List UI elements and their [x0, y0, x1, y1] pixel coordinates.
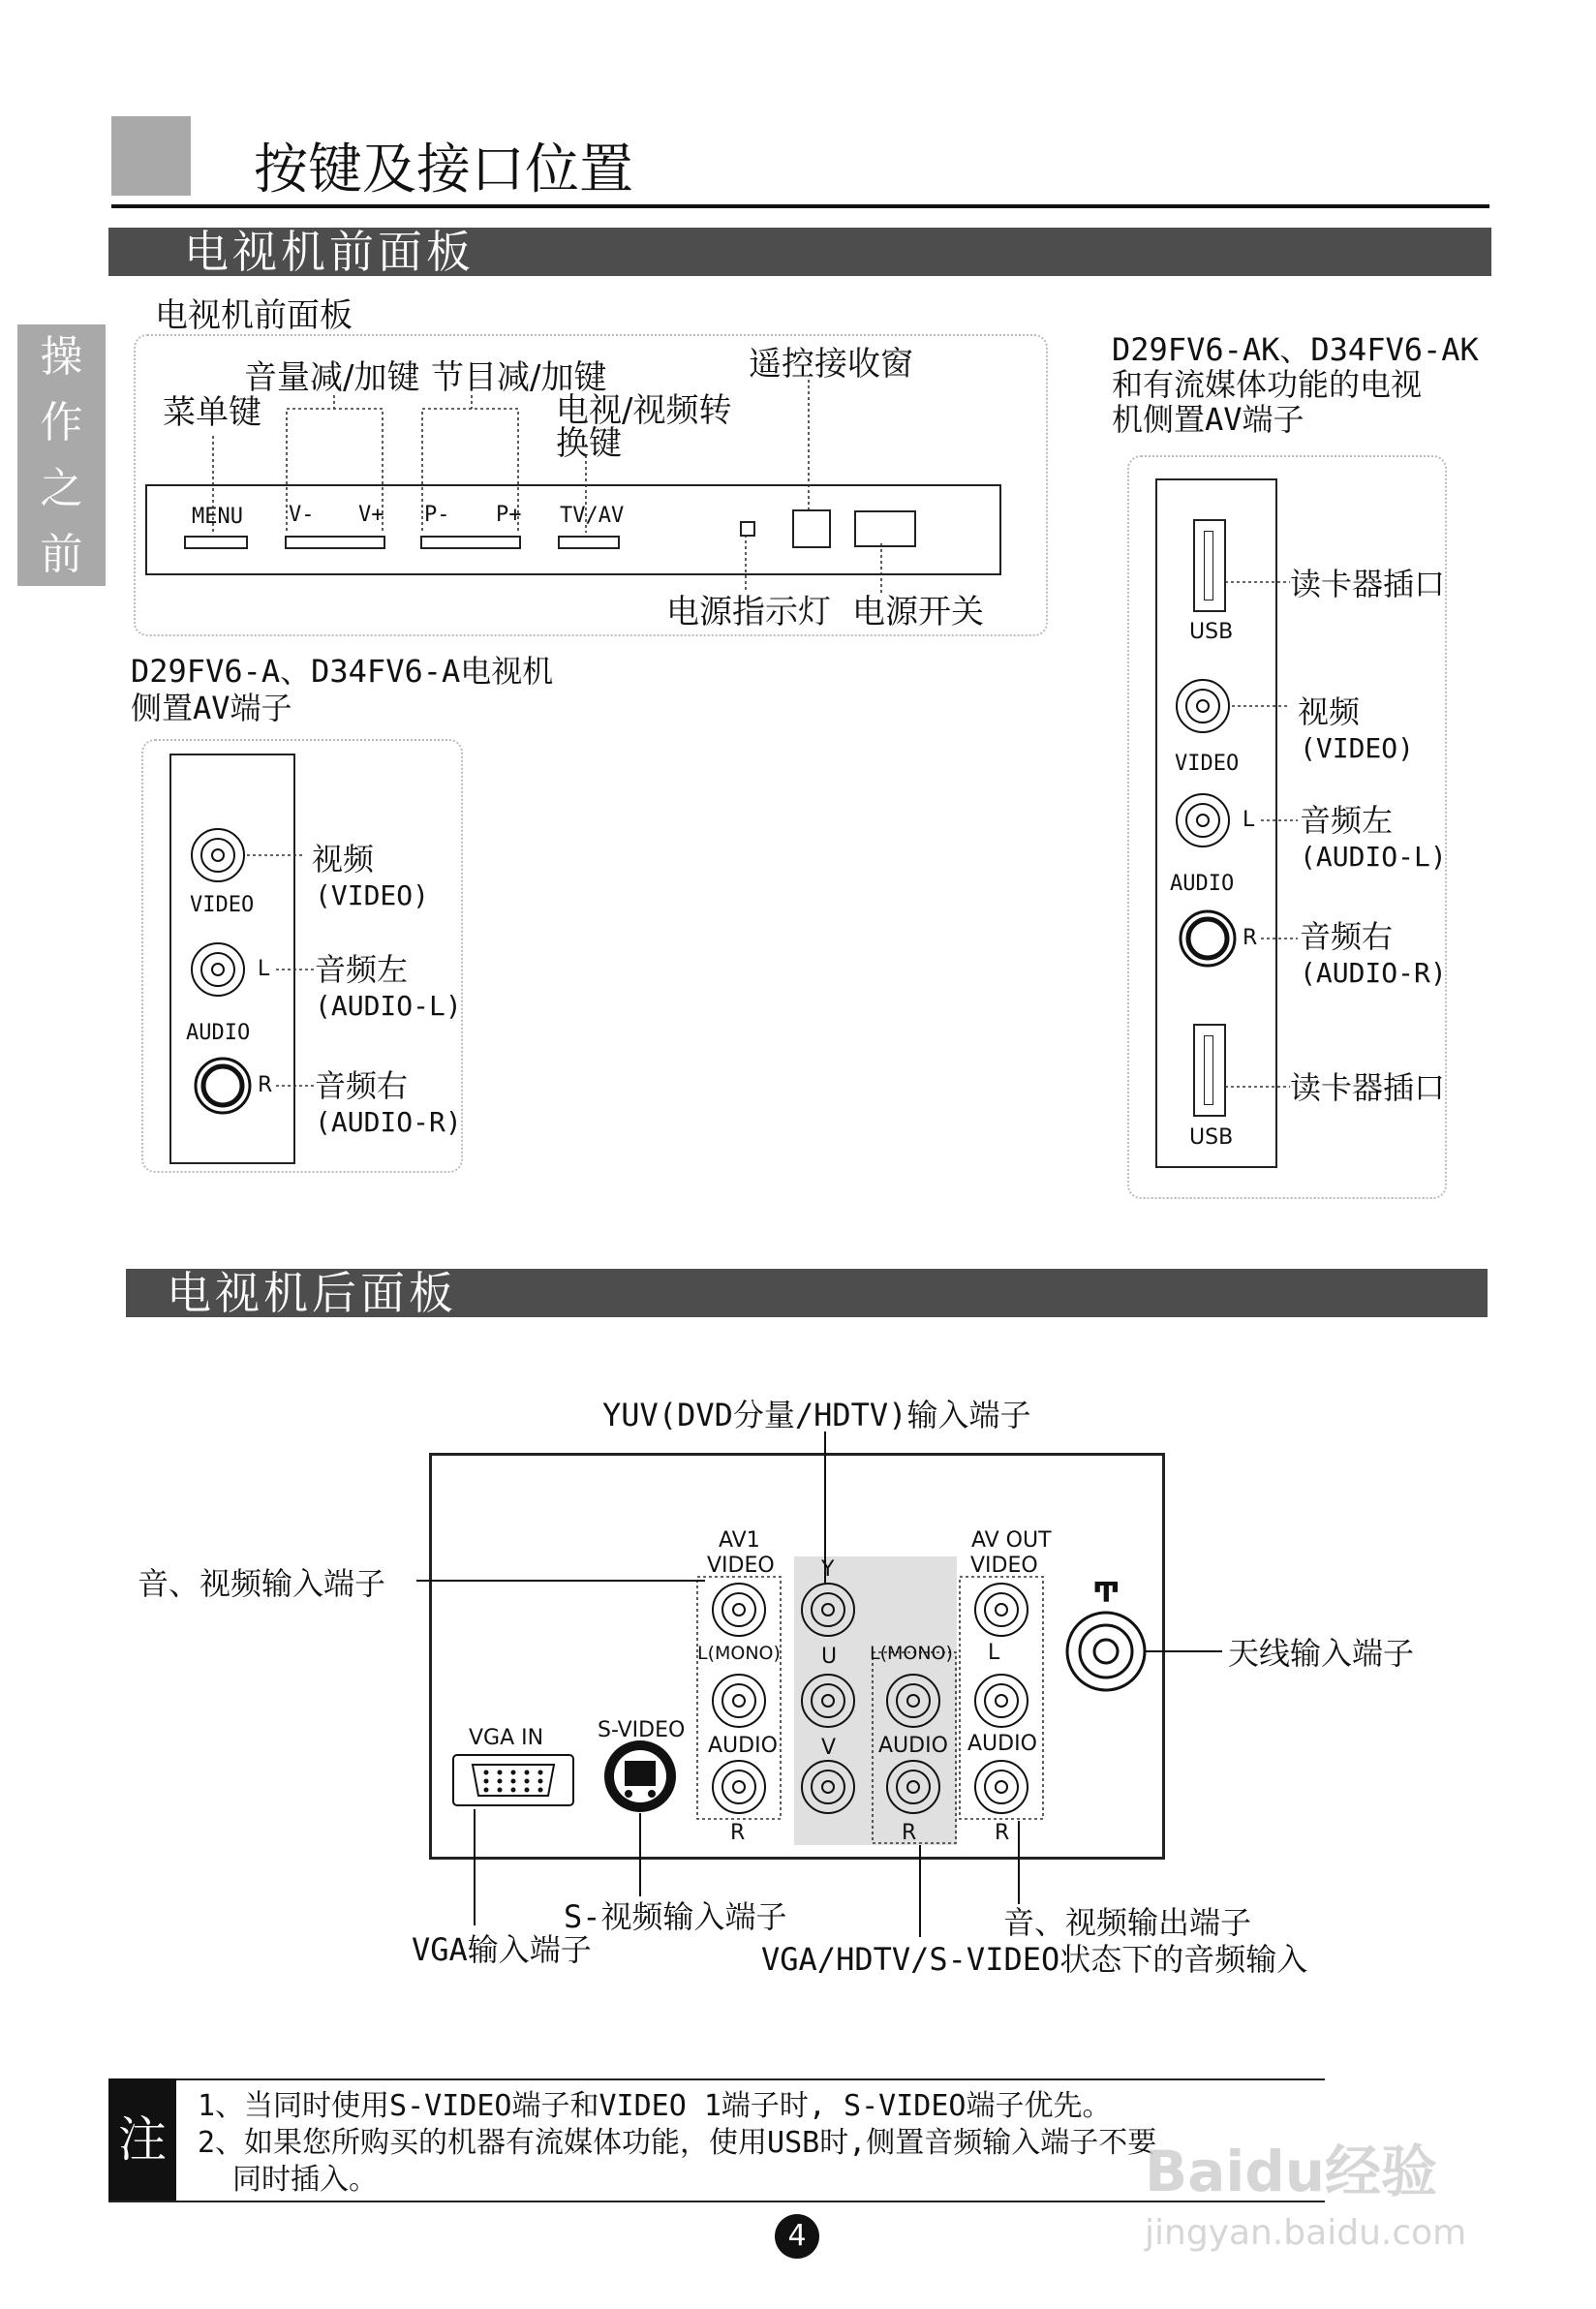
- button-tvav-label: TV/AV: [560, 504, 625, 528]
- label-volume: 音量减/加键: [244, 358, 420, 397]
- rear-antenna-label: 天线输入端子: [1228, 1635, 1415, 1672]
- side-ak-label-audio-r-en: (AUDIO-R): [1300, 957, 1447, 989]
- button-vplus-label: V+: [358, 503, 384, 527]
- note-line-1: 1、当同时使用S-VIDEO端子和VIDEO 1端子时, S-VIDEO端子优先。: [198, 2089, 1112, 2123]
- side-ak-title-2: 和有流媒体功能的电视: [1112, 366, 1423, 403]
- watermark-url: jingyan.baidu.com: [1145, 2213, 1467, 2253]
- rear-audioin-audio: AUDIO: [878, 1734, 948, 1758]
- note-line-2: 2、如果您所购买的机器有流媒体功能，使用USB时,侧置音频输入端子不要: [198, 2126, 1157, 2160]
- side-ak-label-audio-r: 音频右: [1300, 918, 1394, 955]
- front-section-title: 电视机前面板: [108, 228, 1491, 276]
- rear-av1-video: VIDEO: [707, 1554, 775, 1578]
- side-ak-usb-bottom: USB: [1189, 1125, 1234, 1150]
- label-tvav: 电视/视频转: [556, 391, 732, 430]
- rear-audioin-r: R: [902, 1821, 917, 1845]
- rear-av-out: AV OUT: [971, 1528, 1052, 1553]
- rear-audio-in-label: VGA/HDTV/S-VIDEO状态下的音频输入: [761, 1941, 1308, 1978]
- rear-svideo-label: S-视频输入端子: [564, 1898, 787, 1935]
- label-power-led: 电源指示灯: [666, 593, 831, 631]
- side-ak-card-reader-top: 读卡器插口: [1290, 566, 1446, 602]
- label-program: 节目减/加键: [431, 358, 607, 397]
- side-a-audio: AUDIO: [186, 1021, 251, 1045]
- side-ak-l: L: [1243, 808, 1255, 832]
- side-tab-char: 前: [40, 530, 83, 579]
- watermark-brand: Baidu经验: [1145, 2139, 1438, 2204]
- side-a-label-audio-r-en: (AUDIO-R): [315, 1106, 462, 1138]
- rear-avout-r: R: [995, 1821, 1010, 1845]
- rear-av1: AV1: [719, 1528, 760, 1553]
- rear-u: U: [821, 1645, 838, 1669]
- side-tab-char: 操: [40, 332, 83, 382]
- button-menu-label: MENU: [192, 505, 243, 529]
- antenna-icon: Ͳ: [1092, 1577, 1120, 1609]
- side-ak-title-3: 机侧置AV端子: [1112, 401, 1304, 438]
- label-power-switch: 电源开关: [852, 593, 984, 631]
- side-a-l: L: [258, 957, 270, 981]
- note-tag: [108, 2078, 176, 2201]
- side-ak-card-reader-bottom: 读卡器插口: [1290, 1069, 1446, 1106]
- label-menu-key: 菜单键: [163, 393, 261, 432]
- side-tab-char: 之: [40, 464, 83, 513]
- rear-svideo: S-VIDEO: [598, 1718, 686, 1742]
- note-line-3: 同时插入。: [232, 2163, 378, 2197]
- side-a-title-2: 侧置AV端子: [131, 690, 292, 726]
- side-tab-char: 作: [40, 398, 83, 447]
- side-a-video: VIDEO: [190, 893, 255, 917]
- side-a-r: R: [258, 1073, 273, 1097]
- rear-y: Y: [821, 1557, 835, 1582]
- rear-avout-audio: AUDIO: [967, 1732, 1037, 1756]
- rear-section-title: 电视机后面板: [126, 1269, 1488, 1317]
- side-a-label-video-en: (VIDEO): [315, 879, 430, 911]
- button-pplus-label: P+: [496, 503, 522, 527]
- rear-av1-lmono: L(MONO): [697, 1643, 781, 1664]
- side-ak-label-video: 视频: [1298, 693, 1361, 730]
- side-ak-r: R: [1243, 926, 1258, 950]
- side-ak-label-video-en: (VIDEO): [1300, 732, 1415, 764]
- rear-v: V: [821, 1736, 837, 1760]
- label-remote: 遥控接收窗: [749, 345, 913, 384]
- front-panel-label: 电视机前面板: [155, 296, 353, 335]
- side-a-label-audio-r: 音频右: [315, 1067, 409, 1104]
- page-number-text: 4: [787, 2219, 807, 2253]
- note-tag-text: 注: [118, 2111, 167, 2168]
- button-pminus-label: P-: [424, 503, 450, 527]
- side-ak-label-audio-l: 音频左: [1300, 802, 1394, 839]
- side-a-label-video: 视频: [312, 841, 375, 877]
- page-title: 按键及接口位置: [254, 139, 633, 201]
- rear-vga-in: VGA IN: [469, 1726, 544, 1750]
- side-ak-label-audio-l-en: (AUDIO-L): [1300, 841, 1447, 873]
- side-a-label-audio-l: 音频左: [315, 951, 409, 988]
- rear-vga-label: VGA输入端子: [412, 1931, 592, 1968]
- side-ak-usb-top: USB: [1189, 620, 1234, 644]
- rear-audioin-lmono: L(MONO): [870, 1643, 953, 1664]
- rear-yuv-label: YUV(DVD分量/HDTV)输入端子: [602, 1397, 1031, 1433]
- side-ak-audio: AUDIO: [1170, 872, 1235, 896]
- rear-av1-r: R: [730, 1821, 746, 1845]
- button-vminus-label: V-: [289, 503, 315, 527]
- rear-avout-l: L: [988, 1641, 1000, 1665]
- side-ak-video: VIDEO: [1175, 752, 1240, 776]
- rear-av-out-label: 音、视频输出端子: [1003, 1904, 1252, 1941]
- side-ak-title-1: D29FV6-AK、D34FV6-AK: [1112, 331, 1479, 368]
- page-number: [775, 2214, 819, 2259]
- side-a-title-1: D29FV6-A、D34FV6-A电视机: [131, 653, 554, 690]
- rear-avout-video: VIDEO: [970, 1554, 1038, 1578]
- rear-av-in-label: 音、视频输入端子: [138, 1565, 386, 1602]
- side-a-label-audio-l-en: (AUDIO-L): [315, 990, 462, 1022]
- label-tvav-2: 换键: [556, 424, 622, 463]
- rear-av1-audio: AUDIO: [708, 1734, 778, 1758]
